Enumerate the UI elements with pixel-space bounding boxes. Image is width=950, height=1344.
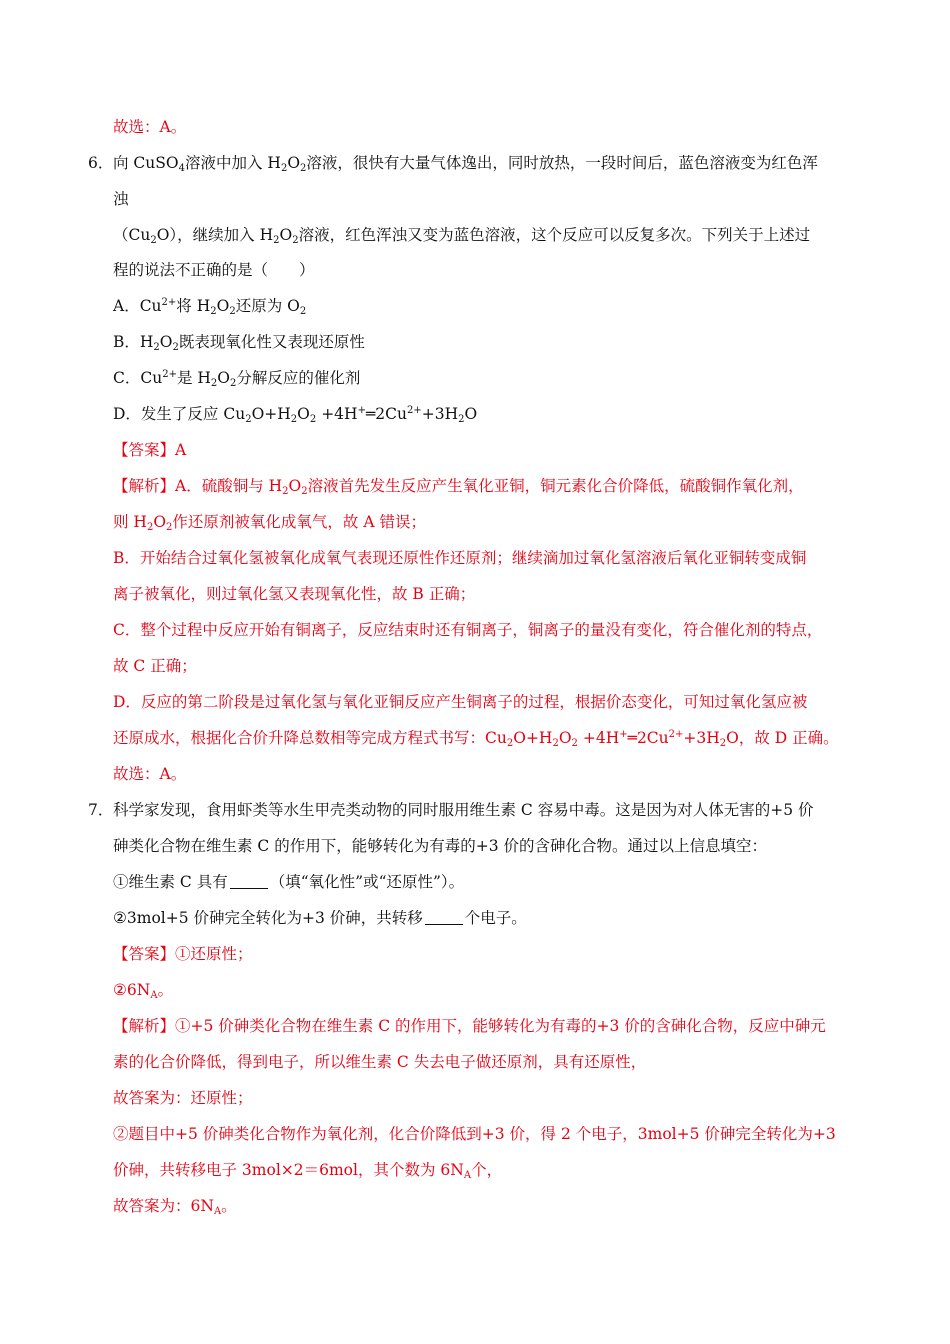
question-6-number: 6． [88,154,114,172]
question-6-explanation-line-7: D．反应的第二阶段是过氧化氢与氧化亚铜反应产生铜离子的过程，根据价态变化，可知过氧化氢应被 [113,693,808,711]
question-6-stem-line-1: 向 CuSO$_4$溶液中加入 $H_2O_2$溶液，很快有大量气体逸出，同时放热，一段时间后，蓝色溶液变为红色浑 [113,154,818,174]
question-6-stem-line-3: $(Cu_2O)$，继续加入 $H_2O_2$溶液，红色浑浊又变为蓝色溶液，这个反应可以反复多次。下列关于上述过 [113,226,811,246]
question-6-explanation-line-4: 离子被氧化，则过氧化氢又表现氧化性，故 B 正确； [113,585,476,603]
question-7-answer-line-2: $②6N_A$。 [113,981,174,1001]
question-6-explanation-line-2: 则 $H_2O_2$作还原剂被氧化成氧气，故 A 错误； [113,513,426,533]
question-7-explanation-line-3: 故答案为：还原性； [113,1089,253,1107]
question-7-answer-line-1: 【答案】①还原性； [113,945,253,963]
answer-blank-1[interactable] [230,874,268,889]
option-a: A．$Cu^{2+}$将 $H_2O_2$还原为 $O_2$ [113,297,307,317]
question-7-explanation-line-6: 故答案为：$6N_A$。 [113,1197,237,1217]
question-7-item-1: ①维生素 C 具有 （填“氧化性”或“还原性”）。 [113,873,465,891]
question-7-explanation-line-5: 价砷，共转移电子 3mol×2＝6mol，其个数为 $6N_A$个， [113,1161,503,1181]
question-6-conclusion: 故选：A。 [113,765,187,783]
option-c: C．$Cu^{2+}$是 $H_2O_2$分解反应的催化剂 [113,369,361,389]
question-6-explanation-line-8: 还原成水，根据化合价升降总数相等完成方程式书写：$Cu_2O+H_2O_2$ $+4H^+═2Cu^{2+}+3H_2O$，故 D 正确。 [113,729,839,749]
question-7-stem-line-2: 砷类化合物在维生素 C 的作用下，能够转化为有毒的+3 价的含砷化合物。通过以上信息填空： [113,837,767,855]
question-6-stem-line-2: 浊 [113,190,129,208]
question-6-explanation-line-5: C．整个过程中反应开始有铜离子，反应结束时还有铜离子，铜离子的量没有变化，符合催化剂的特点， [113,621,823,639]
question-6-explanation-line-3: B．开始结合过氧化氢被氧化成氧气表现还原性作还原剂；继续滴加过氧化氢溶液后氧化亚铜转变成铜 [113,549,807,567]
option-d: D．发生了反应 $Cu_2O+H_2O_2$ $+4H^+═2Cu^{2+}+3H_2O$ [113,405,478,425]
question-7-stem-line-1: 科学家发现，食用虾类等水生甲壳类动物的同时服用维生素 C 容易中毒。这是因为对人体无害的+5 价 [113,801,814,819]
question-7-item-2: ②3mol+5 价砷完全转化为+3 价砷，共转移 个电子。 [113,909,527,927]
question-6-answer: 【答案】A [113,441,187,459]
question-7-explanation-line-4: ②题目中+5 价砷类化合物作为氧化剂，化合价降低到+3 价，得 2 个电子，3mol+5 价砷完全转化为+3 [113,1125,836,1143]
previous-conclusion: 故选：A。 [113,118,187,136]
option-b: B．$H_2O_2$既表现氧化性又表现还原性 [113,333,365,353]
question-6-stem-line-4: 程的说法不正确的是（ ） [113,261,315,279]
question-7-explanation-line-1: 【解析】①+5 价砷类化合物在维生素 C 的作用下，能够转化为有毒的+3 价的含砷化合物，反应中砷元 [113,1017,826,1035]
question-7-explanation-line-2: 素的化合价降低，得到电子，所以维生素 C 失去电子做还原剂，具有还原性， [113,1053,647,1071]
question-6-explanation-line-6: 故 C 正确； [113,657,197,675]
question-6-explanation-line-1: 【解析】A．硫酸铜与 $H_2O_2$溶液首先发生反应产生氧化亚铜，铜元素化合价降低，硫酸铜作氧化剂， [113,477,804,497]
question-7-number: 7． [88,801,114,819]
answer-blank-2[interactable] [425,910,463,925]
